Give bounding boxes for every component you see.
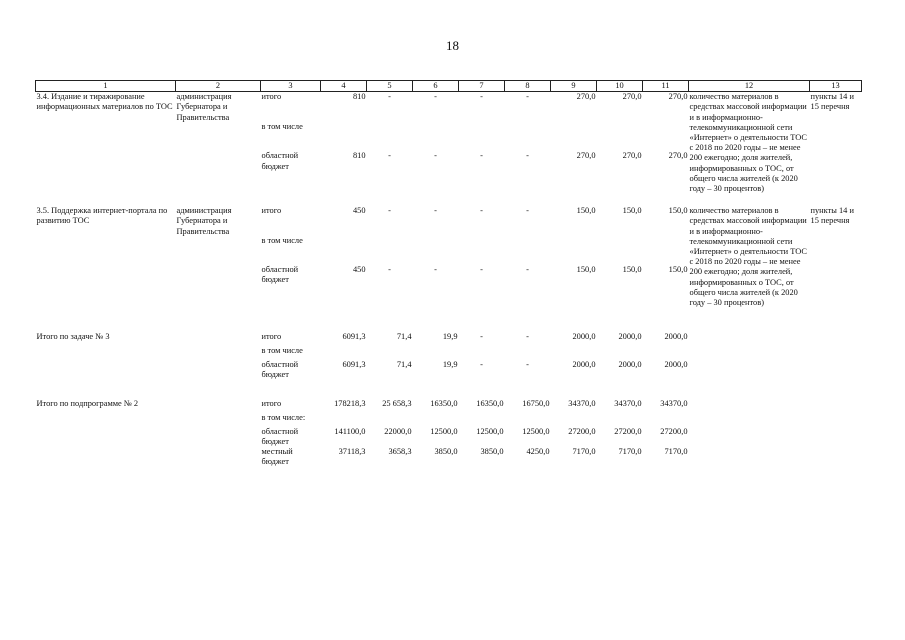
table-body — [36, 92, 862, 468]
amount-cell: 141100,0 — [334, 426, 366, 436]
amount-cell — [367, 122, 413, 151]
amount-cell — [459, 122, 505, 151]
executor: администрация Губернатора и Правительства — [176, 206, 232, 236]
indicator — [689, 399, 810, 468]
reference: пункты 14 и 15 перечня — [810, 206, 854, 226]
amount-cell: 450 — [352, 206, 366, 216]
amount-cell — [551, 413, 597, 427]
program-table — [35, 80, 862, 467]
amount-cell: 34370,0 — [568, 398, 596, 408]
amount-cell — [321, 413, 367, 427]
amount-cell: - — [434, 151, 437, 161]
spacer-row — [36, 194, 862, 206]
amount-cell: - — [526, 265, 529, 275]
executor — [176, 332, 261, 380]
funding-source: в том числе — [261, 122, 303, 132]
amount-cell: 7170,0 — [664, 447, 688, 457]
funding-source: в том числе — [261, 235, 303, 245]
amount-cell — [551, 236, 597, 266]
measure-name: 3.5. Поддержка интернет-портала по развитию ТОС — [36, 206, 168, 226]
amount-cell: - — [480, 151, 483, 161]
amount-cell — [597, 236, 643, 266]
funding-source: итого — [261, 332, 282, 342]
amount-cell: 71,4 — [396, 332, 412, 342]
amount-cell: - — [434, 92, 437, 102]
amount-cell: 3850,0 — [434, 447, 458, 457]
amount-cell: 450 — [352, 265, 366, 275]
amount-cell: 34370,0 — [660, 398, 688, 408]
amount-cell: 2000,0 — [572, 332, 596, 342]
amount-cell — [459, 236, 505, 266]
measure-name: Итого по задаче № 3 — [36, 332, 110, 342]
amount-cell — [459, 413, 505, 427]
amount-cell — [597, 346, 643, 360]
indicator: количество материалов в средствах массовой информации и в информационно-телекоммуникационной сети «Интернет» о деятельности ТОС с 2018 по 2020 годы – не менее 200 ежегодно; доля жителей, информированных о ТОС, от общего числа жителей (к 2020 году – 30 процентов) — [689, 206, 807, 308]
amount-cell — [413, 236, 459, 266]
amount-cell — [413, 413, 459, 427]
amount-cell: 16350,0 — [430, 398, 458, 408]
amount-cell: 19,9 — [442, 332, 458, 342]
header-cell: 6 — [413, 81, 459, 92]
amount-cell: 16350,0 — [476, 398, 504, 408]
amount-cell — [643, 413, 689, 427]
amount-cell — [505, 236, 551, 266]
amount-cell: - — [388, 92, 391, 102]
amount-cell: 12500,0 — [522, 426, 550, 436]
amount-cell: - — [480, 92, 483, 102]
spacer-row — [36, 381, 862, 399]
amount-cell — [643, 236, 689, 266]
funding-source: итого — [261, 92, 282, 102]
amount-cell: 178218,3 — [334, 398, 366, 408]
amount-cell — [505, 122, 551, 151]
amount-cell: - — [526, 151, 529, 161]
amount-cell: 27200,0 — [614, 426, 642, 436]
amount-cell — [505, 346, 551, 360]
amount-cell: 270,0 — [622, 151, 642, 161]
amount-cell: - — [526, 332, 529, 342]
amount-cell: 7170,0 — [572, 447, 596, 457]
funding-source: итого — [261, 206, 282, 216]
funding-source: областной бюджет — [261, 426, 299, 446]
amount-cell: 22000,0 — [384, 426, 412, 436]
amount-cell: 6091,3 — [342, 360, 366, 370]
amount-cell — [505, 413, 551, 427]
reference — [810, 399, 862, 468]
amount-cell: - — [526, 206, 529, 216]
amount-cell — [597, 122, 643, 151]
amount-cell: 4250,0 — [526, 447, 550, 457]
amount-cell — [367, 346, 413, 360]
header-cell: 5 — [367, 81, 413, 92]
amount-cell: - — [480, 332, 483, 342]
amount-cell: - — [388, 206, 391, 216]
amount-cell: 71,4 — [396, 360, 412, 370]
amount-cell: - — [434, 206, 437, 216]
amount-cell: 150,0 — [576, 206, 596, 216]
table-row — [36, 92, 862, 122]
amount-cell — [413, 122, 459, 151]
amount-cell: 16750,0 — [522, 398, 550, 408]
funding-source: в том числе — [261, 346, 303, 356]
funding-source: итого — [261, 398, 282, 408]
amount-cell: - — [526, 92, 529, 102]
amount-cell: 270,0 — [668, 92, 688, 102]
amount-cell — [321, 236, 367, 266]
spacer — [36, 308, 862, 332]
spacer — [36, 194, 862, 206]
table-row — [36, 206, 862, 236]
amount-cell — [551, 346, 597, 360]
amount-cell: 150,0 — [622, 206, 642, 216]
amount-cell: 2000,0 — [572, 360, 596, 370]
page-number: 18 — [446, 38, 459, 53]
reference — [810, 332, 862, 380]
header-cell: 7 — [459, 81, 505, 92]
reference: пункты 14 и 15 перечня — [810, 92, 854, 112]
amount-cell: 270,0 — [576, 151, 596, 161]
amount-cell: 25 658,3 — [382, 398, 412, 408]
measure-name: Итого по подпрограмме № 2 — [36, 398, 139, 408]
amount-cell: 270,0 — [668, 151, 688, 161]
amount-cell: 3850,0 — [480, 447, 504, 457]
amount-cell: - — [526, 360, 529, 370]
amount-cell: 270,0 — [622, 92, 642, 102]
amount-cell: 6091,3 — [342, 332, 366, 342]
amount-cell — [321, 122, 367, 151]
funding-source: областной бюджет — [261, 360, 299, 380]
header-cell: 4 — [321, 81, 367, 92]
table-row — [36, 332, 862, 346]
amount-cell: 3658,3 — [388, 447, 412, 457]
amount-cell: 150,0 — [668, 265, 688, 275]
amount-cell — [597, 413, 643, 427]
amount-cell: - — [480, 265, 483, 275]
header-cell: 12 — [689, 81, 810, 92]
header-cell: 13 — [810, 81, 862, 92]
amount-cell: 2000,0 — [664, 332, 688, 342]
amount-cell: 37118,3 — [338, 447, 366, 457]
amount-cell: - — [388, 265, 391, 275]
amount-cell — [413, 346, 459, 360]
amount-cell: 7170,0 — [618, 447, 642, 457]
amount-cell: 810 — [352, 92, 366, 102]
amount-cell: - — [388, 151, 391, 161]
amount-cell: 810 — [352, 151, 366, 161]
header-cell: 9 — [551, 81, 597, 92]
amount-cell: 27200,0 — [568, 426, 596, 436]
funding-source: областной бюджет — [261, 265, 299, 285]
funding-source: областной бюджет — [261, 151, 299, 171]
indicator: количество материалов в средствах массовой информации и в информационно-телекоммуникационной сети «Интернет» о деятельности ТОС с 2018 по 2020 годы – не менее 200 ежегодно; доля жителей, информированных о ТОС, от общего числа жителей (к 2020 году – 30 процентов) — [689, 92, 807, 194]
amount-cell — [643, 346, 689, 360]
amount-cell — [459, 346, 505, 360]
header-cell: 8 — [505, 81, 551, 92]
spacer-row — [36, 308, 862, 332]
amount-cell — [321, 346, 367, 360]
amount-cell — [643, 122, 689, 151]
amount-cell: 12500,0 — [476, 426, 504, 436]
amount-cell: - — [480, 206, 483, 216]
table-row — [36, 399, 862, 413]
amount-cell: 19,9 — [442, 360, 458, 370]
amount-cell: 2000,0 — [618, 332, 642, 342]
indicator — [689, 332, 810, 380]
amount-cell: 34370,0 — [614, 398, 642, 408]
funding-source: местный бюджет — [261, 447, 293, 467]
executor — [176, 399, 261, 468]
executor: администрация Губернатора и Правительства — [176, 92, 232, 122]
amount-cell: 27200,0 — [660, 426, 688, 436]
header-cell: 2 — [176, 81, 261, 92]
header-cell: 10 — [597, 81, 643, 92]
amount-cell: - — [434, 265, 437, 275]
spacer — [36, 381, 862, 399]
header-cell: 3 — [261, 81, 321, 92]
amount-cell — [367, 236, 413, 266]
amount-cell — [367, 413, 413, 427]
funding-source: в том числе: — [261, 412, 306, 422]
amount-cell: 150,0 — [668, 206, 688, 216]
amount-cell: 2000,0 — [664, 360, 688, 370]
header-row — [36, 81, 862, 92]
header-cell: 1 — [36, 81, 176, 92]
amount-cell: 150,0 — [622, 265, 642, 275]
amount-cell: 150,0 — [576, 265, 596, 275]
amount-cell: 2000,0 — [618, 360, 642, 370]
amount-cell: - — [480, 360, 483, 370]
header-cell: 11 — [643, 81, 689, 92]
amount-cell: 12500,0 — [430, 426, 458, 436]
amount-cell — [551, 122, 597, 151]
measure-name: 3.4. Издание и тиражирование информационных материалов по ТОС — [36, 92, 173, 112]
amount-cell: 270,0 — [576, 92, 596, 102]
